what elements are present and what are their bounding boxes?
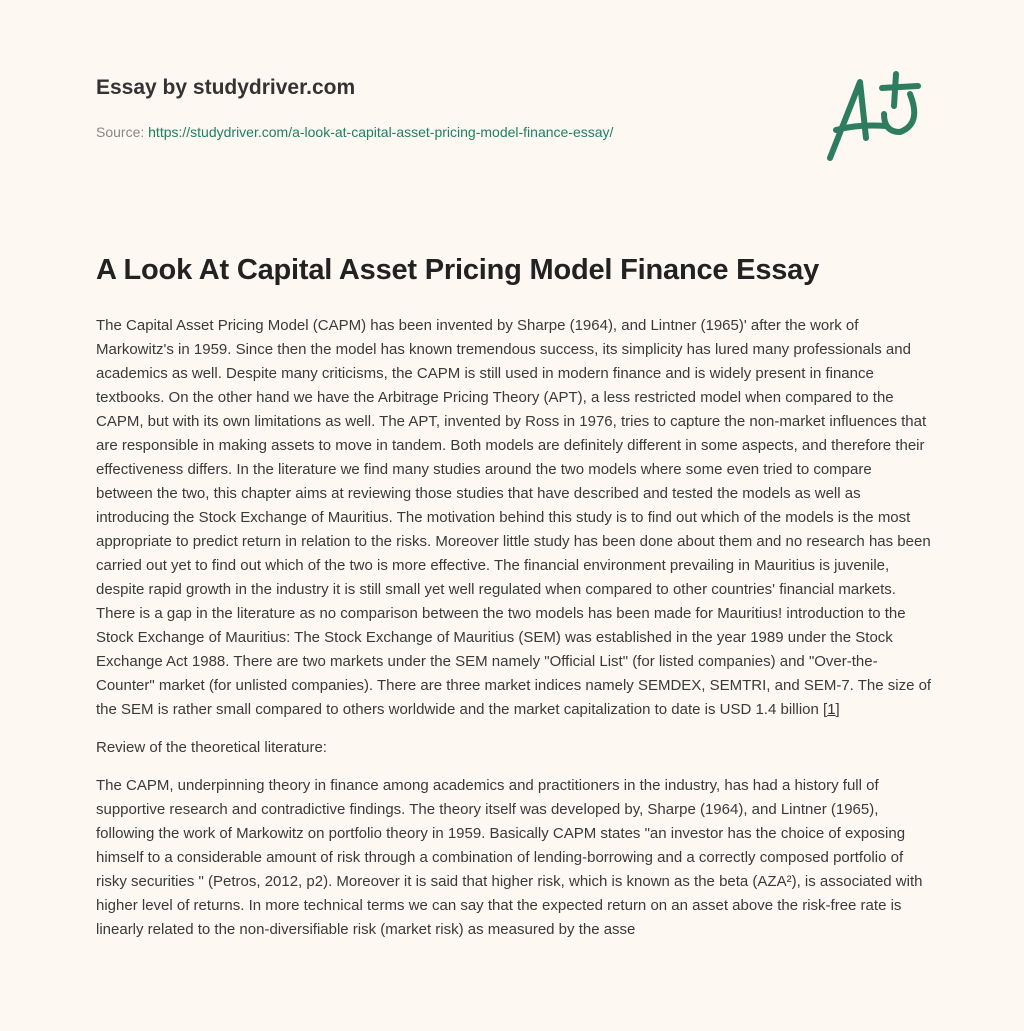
section-heading: Review of the theoretical literature: [96,739,327,756]
site-title: Essay by studydriver.com [96,76,356,99]
article-title: A Look At Capital Asset Pricing Model Finance Essay [96,254,820,286]
paragraph [96,314,932,722]
source-label: Source: [96,124,145,140]
ref-open: [ [823,701,828,718]
paragraph: The CAPM, underpinning theory in finance among academics and practitioners in the industry, has had a history full of supportive research and contradictive findings. The theory itself was developed by, Sharpe (1964), and Lintner (1965), following the work of Markowitz on portfolio theory in 1959. Basically CAPM states "an investor has the choice of exposing himself to a considerable amount of risk through a combination of lending-borrowing and a correctly composed portfolio of risky securities " (Petros, 2012, p2). Moreover it is said that higher risk, which is known as the beta (AZA²), is associated with higher level of returns. In more technical terms we can say that the expected return on an asset above the risk-free rate is linearly related to the non-diversifiable risk (market risk) as measured by the asse [96,777,923,938]
paragraph-text: The Capital Asset Pricing Model (CAPM) has been invented by Sharpe (1964), and Lintner (1965)' after the work of Markowitz's in 1959. Since then the model has known tremendous success, its simplicity has lured many professionals and academics as well. Despite many criticisms, the CAPM is still used in modern finance and is widely present in finance textbooks. On the other hand we have the Arbitrage Pricing Theory (APT), a less restricted model when compared to the CAPM, but with its own limitations as well. The APT, invented by Ross in 1976, tries to capture the non-market influences that are responsible in making assets to move in tandem. Both models are definitely different in some aspects, and therefore their effectiveness differs. In the literature we find many studies around the two models where some even tried to compare between the two, this chapter aims at reviewing those studies that have described and tested the models as well as introducing the Stock Exchange of Mauritius. The motivation behind this study is to find out which of the models is the most appropriate to predict return in relation to the risks. Moreover little study has been done about them and no research has been carried out yet to find out which of the two is more effective. The financial environment prevailing in Mauritius is juvenile, despite rapid growth in the industry it is still small yet well regulated when compared to other countries' financial markets. There is a gap in the literature as no comparison between the two models has been made for Mauritius! introduction to the Stock Exchange of Mauritius: The Stock Exchange of Mauritius (SEM) was established in the year 1989 under the Stock Exchange Act 1988. There are two markets under the SEM namely "Official List" (for listed companies) and "Over-the-Counter" market (for unlisted companies). There are three market indices namely SEMDEX, SEMTRI, and SEM-7. The size of the SEM is rather small compared to others worldwide and the market capitalization to date is USD 1.4 billion [96,317,932,718]
ref-close: ] [835,701,840,718]
source-link[interactable]: https://studydriver.com/a-look-at-capital-asset-pricing-model-finance-essay/ [148,124,614,140]
a-plus-logo-icon [818,68,928,164]
article-body [96,314,932,956]
footnote-link[interactable]: 1 [827,701,836,718]
source-line [96,124,613,140]
